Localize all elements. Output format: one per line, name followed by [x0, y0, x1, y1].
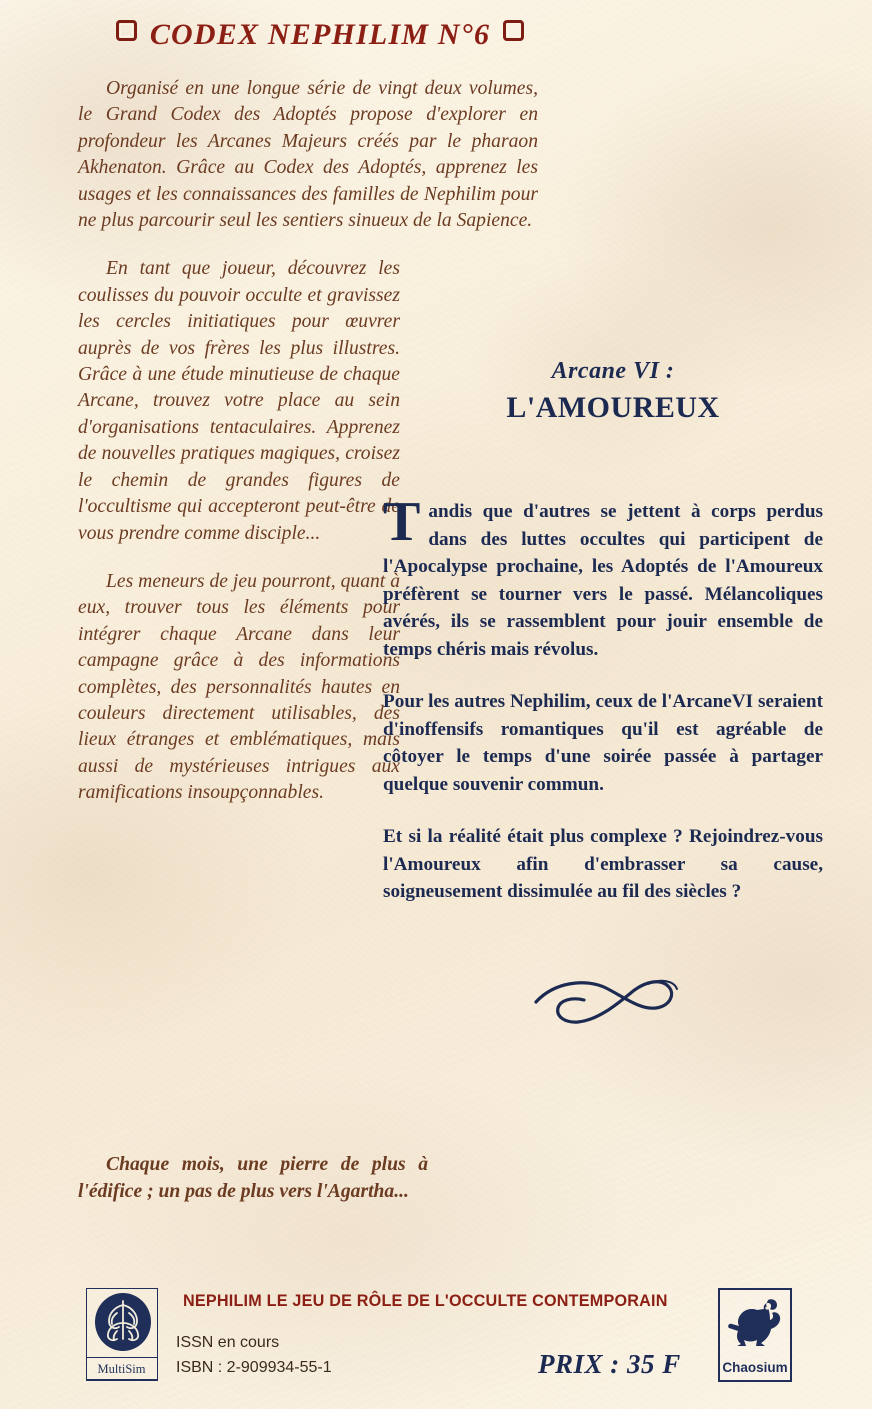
intro-column	[78, 76, 538, 829]
closing-note	[78, 1152, 428, 1205]
arcane-heading	[448, 358, 778, 425]
arcane-name: L'AMOUREUX	[506, 391, 720, 424]
arcane-paragraph: Pour les autres Nephilim, ceux de l'ArcaneVI seraient d'inoffensifs romantiques qu'il est agréable de côtoyer le temps d'une soirée passée à partager quelque souvenir commun.	[383, 691, 823, 795]
diamond-ornament-icon	[503, 20, 524, 41]
chaosium-wordmark: Chaosium	[722, 1360, 788, 1375]
intro-paragraph: Organisé en une longue série de vingt deux volumes, le Grand Codex des Adoptés propose d'explorer en profondeur les Arcanes Majeurs créés par le pharaon Akhenaton. Grâce au Codex des Adoptés, apprenez les usages et les connaissances des familles de Nephilim pour ne plus parcourir seul les sentiers sinueux de la Sapience.	[78, 78, 538, 232]
intro-paragraph: Les meneurs de jeu pourront, quant à eux, trouver tous les éléments pour intégrer chaque Arcane dans leur campagne grâce à des informations complètes, des personnalités hautes en couleurs directement utilisables, des lieux étranges et emblématiques, mais aussi de mystérieuses intrigues aux ramifications insoupçonnables.	[78, 570, 400, 804]
closing-note-text: Chaque mois, une pierre de plus à l'édifice ; un pas de plus vers l'Agartha...	[78, 1154, 428, 1202]
multisim-logo	[86, 1288, 158, 1380]
identifiers	[176, 1330, 332, 1380]
page-title-text: CODEX NEPHILIM N°6	[149, 18, 491, 51]
chaosium-logo	[718, 1288, 792, 1382]
multisim-emblem-icon	[87, 1289, 159, 1357]
chaosium-dragon-icon	[724, 1294, 786, 1352]
intro-paragraph: En tant que joueur, découvrez les coulisses du pouvoir occulte et gravissez les cercles initiatiques pour œuvrer auprès de vos frères les plus illustres. Grâce à une étude minutieuse de chaque Arcane, trouvez votre place au sein d'organisations tentaculaires. Apprenez de nouvelles pratiques magiques, croisez le chemin de grandes figures de l'occultisme qui accepteront peut-être de vous prendre comme disciple...	[78, 258, 400, 544]
arcane-description	[383, 491, 823, 931]
calligraphic-flourish-icon	[528, 950, 708, 1040]
arcane-paragraph: Et si la réalité était plus complexe ? Rejoindrez-vous l'Amoureux afin d'embrasser sa cause, soigneusement dissimulée au fil des siècles ?	[383, 826, 823, 902]
page-header	[0, 18, 640, 52]
issn-line: ISSN en cours	[176, 1334, 280, 1351]
price-label: PRIX : 35 F	[538, 1349, 681, 1379]
game-tagline: NEPHILIM LE JEU DE RÔLE DE L'OCCULTE CONTEMPORAIN	[183, 1292, 668, 1310]
page-title	[103, 18, 537, 52]
multisim-wordmark: MultiSim	[86, 1357, 158, 1381]
arcane-paragraph: Tandis que d'autres se jettent à corps perdus dans des luttes occultes qui participent de l'Apocalypse prochaine, les Adoptés de l'Amoureux préfèrent se tourner vers le passé. Mélancoliques avérés, ils se rassemblent pour jouir ensemble de temps chéris mais révolus.	[383, 491, 823, 660]
isbn-line: ISBN : 2-909934-55-1	[176, 1359, 332, 1376]
arcane-kicker: Arcane VI :	[551, 358, 675, 384]
diamond-ornament-icon	[116, 20, 137, 41]
